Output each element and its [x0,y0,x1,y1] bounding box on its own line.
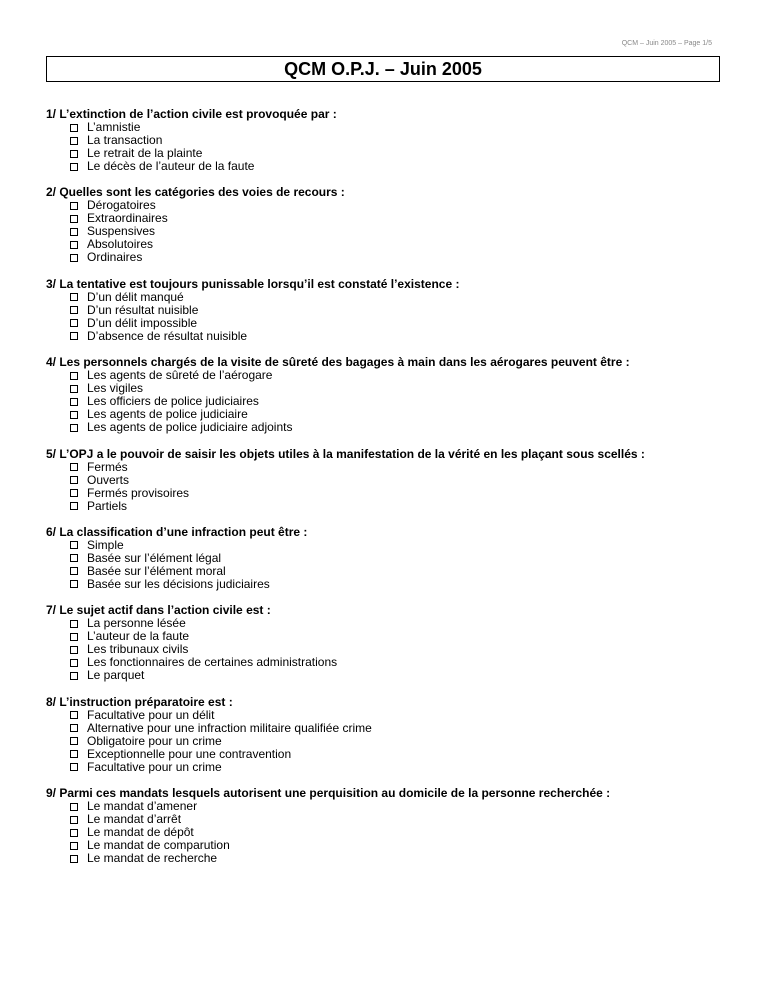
question-text: 2/ Quelles sont les catégories des voies de recours : [46,185,345,200]
option-label: La transaction [87,133,163,147]
answer-option[interactable] [46,761,736,774]
answer-option[interactable] [46,160,736,173]
answer-option[interactable] [46,735,736,748]
checkbox-icon[interactable] [70,737,78,745]
question-3 [46,278,736,343]
option-label: Extraordinaires [87,211,168,226]
option-list [46,709,736,774]
answer-option[interactable] [46,500,736,513]
checkbox-icon[interactable] [70,137,78,145]
checkbox-icon[interactable] [70,633,78,641]
option-label: Les fonctionnaires de certaines administrations [87,655,338,670]
checkbox-icon[interactable] [70,842,78,850]
option-label: Fermés provisoires [87,485,190,500]
option-label: Basée sur les décisions judiciaires [87,576,270,591]
question-text: 6/ La classification d’une infraction peut être : [46,524,308,539]
option-list [46,369,736,434]
option-label: Le mandat de recherche [87,851,218,866]
checkbox-icon[interactable] [70,711,78,719]
checkbox-icon[interactable] [70,476,78,484]
option-label: Le retrait de la plainte [87,146,203,160]
checkbox-icon[interactable] [70,124,78,132]
option-label: Suspensives [87,224,156,239]
checkbox-icon[interactable] [70,659,78,667]
option-label: Partiels [87,498,128,513]
answer-option[interactable] [46,669,736,682]
option-label: Simple [87,537,124,552]
answer-option[interactable] [46,565,736,578]
question-text: 7/ Le sujet actif dans l’action civile est : [46,603,271,618]
question-4 [46,356,736,434]
checkbox-icon[interactable] [70,829,78,837]
checkbox-icon[interactable] [70,816,78,824]
question-1 [46,108,736,173]
option-label: Dérogatoires [87,198,156,213]
answer-option[interactable] [46,461,736,474]
checkbox-icon[interactable] [70,319,78,327]
option-list [46,539,736,591]
option-label: La personne lésée [87,616,186,631]
question-text: 1/ L’extinction de l’action civile est provoquée par : [46,107,337,121]
checkbox-icon[interactable] [70,411,78,419]
answer-option[interactable] [46,421,736,434]
checkbox-icon[interactable] [70,332,78,340]
checkbox-icon[interactable] [70,424,78,432]
page-title: QCM O.P.J. – Juin 2005 [284,58,482,79]
question-5 [46,448,736,513]
option-list [46,199,736,264]
answer-option[interactable] [46,852,736,865]
checkbox-icon[interactable] [70,385,78,393]
option-list [46,121,736,173]
option-label: Les tribunaux civils [87,642,189,657]
checkbox-icon[interactable] [70,398,78,406]
answer-option[interactable] [46,539,736,552]
checkbox-icon[interactable] [70,228,78,236]
checkbox-icon[interactable] [70,489,78,497]
option-label: Les officiers de police judiciaires [87,394,259,409]
checkbox-icon[interactable] [70,541,78,549]
answer-option[interactable] [46,251,736,264]
title-box [46,56,720,82]
option-label: Les agents de police judiciaire adjoints [87,420,293,435]
option-label: L’amnistie [87,120,141,134]
option-list [46,461,736,513]
option-label: D’absence de résultat nuisible [87,328,248,343]
checkbox-icon[interactable] [70,372,78,380]
question-text: 5/ L’OPJ a le pouvoir de saisir les objets utiles à la manifestation de la vérité en les plaçant sous scellés : [46,446,645,461]
checkbox-icon[interactable] [70,580,78,588]
checkbox-icon[interactable] [70,463,78,471]
option-label: Le mandat d’arrêt [87,812,182,827]
question-8 [46,696,736,774]
option-label: Le mandat d’amener [87,799,198,814]
answer-option[interactable] [46,748,736,761]
checkbox-icon[interactable] [70,306,78,314]
option-label: D’un délit manqué [87,289,184,304]
option-label: Basée sur l’élément moral [87,563,226,578]
answer-option[interactable] [46,330,736,343]
checkbox-icon[interactable] [70,202,78,210]
option-label: D’un délit impossible [87,315,198,330]
option-label: D’un résultat nuisible [87,302,199,317]
checkbox-icon[interactable] [70,724,78,732]
answer-option[interactable] [46,304,736,317]
checkbox-icon[interactable] [70,803,78,811]
question-text: 9/ Parmi ces mandats lesquels autorisent une perquisition au domicile de la personne recherchée : [46,786,611,801]
option-list [46,800,736,865]
answer-option[interactable] [46,578,736,591]
answer-option[interactable] [46,487,736,500]
checkbox-icon[interactable] [70,254,78,262]
checkbox-icon[interactable] [70,855,78,863]
option-label: Les vigiles [87,381,144,396]
option-label: Obligatoire pour un crime [87,733,222,748]
answer-option[interactable] [46,238,736,251]
option-label: L’auteur de la faute [87,629,190,644]
checkbox-icon[interactable] [70,750,78,758]
answer-option[interactable] [46,552,736,565]
checkbox-icon[interactable] [70,215,78,223]
checkbox-icon[interactable] [70,567,78,575]
answer-option[interactable] [46,709,736,722]
option-list [46,291,736,343]
checkbox-icon[interactable] [70,241,78,249]
checkbox-icon[interactable] [70,293,78,301]
checkbox-icon[interactable] [70,763,78,771]
option-label: Ouverts [87,472,130,487]
option-list [46,617,736,682]
option-label: Ordinaires [87,250,143,265]
question-text: 4/ Les personnels chargés de la visite de sûreté des bagages à main dans les aérogares peuvent être : [46,355,630,370]
checkbox-icon[interactable] [70,163,78,171]
question-7 [46,604,736,682]
checkbox-icon[interactable] [70,554,78,562]
checkbox-icon[interactable] [70,620,78,628]
option-label: Les agents de sûreté de l’aérogare [87,368,273,383]
answer-option[interactable] [46,291,736,304]
option-label: Les agents de police judiciaire [87,407,248,422]
checkbox-icon[interactable] [70,502,78,510]
option-label: Absolutoires [87,237,154,252]
answer-option[interactable] [46,722,736,735]
question-2 [46,186,736,264]
option-label: Facultative pour un crime [87,759,222,774]
checkbox-icon[interactable] [70,150,78,158]
answer-option[interactable] [46,369,736,382]
question-6 [46,526,736,591]
option-label: Fermés [87,459,128,474]
option-label: Le mandat de comparution [87,838,230,853]
option-label: Le parquet [87,668,145,683]
question-text: 3/ La tentative est toujours punissable lorsqu’il est constaté l’existence : [46,276,460,291]
option-label: Alternative pour une infraction militaire qualifiée crime [87,720,372,735]
page-header: QCM – Juin 2005 – Page 1/5 [621,40,712,47]
question-list [46,108,736,879]
option-label: Le décès de l’auteur de la faute [87,159,255,173]
option-label: Facultative pour un délit [87,707,215,722]
option-label: Le mandat de dépôt [87,825,194,840]
checkbox-icon[interactable] [70,646,78,654]
question-text: 8/ L’instruction préparatoire est : [46,694,233,709]
checkbox-icon[interactable] [70,672,78,680]
answer-option[interactable] [46,656,736,669]
answer-option[interactable] [46,474,736,487]
option-label: Basée sur l’élément légal [87,550,222,565]
question-9 [46,787,736,865]
option-label: Exceptionnelle pour une contravention [87,746,292,761]
answer-option[interactable] [46,317,736,330]
